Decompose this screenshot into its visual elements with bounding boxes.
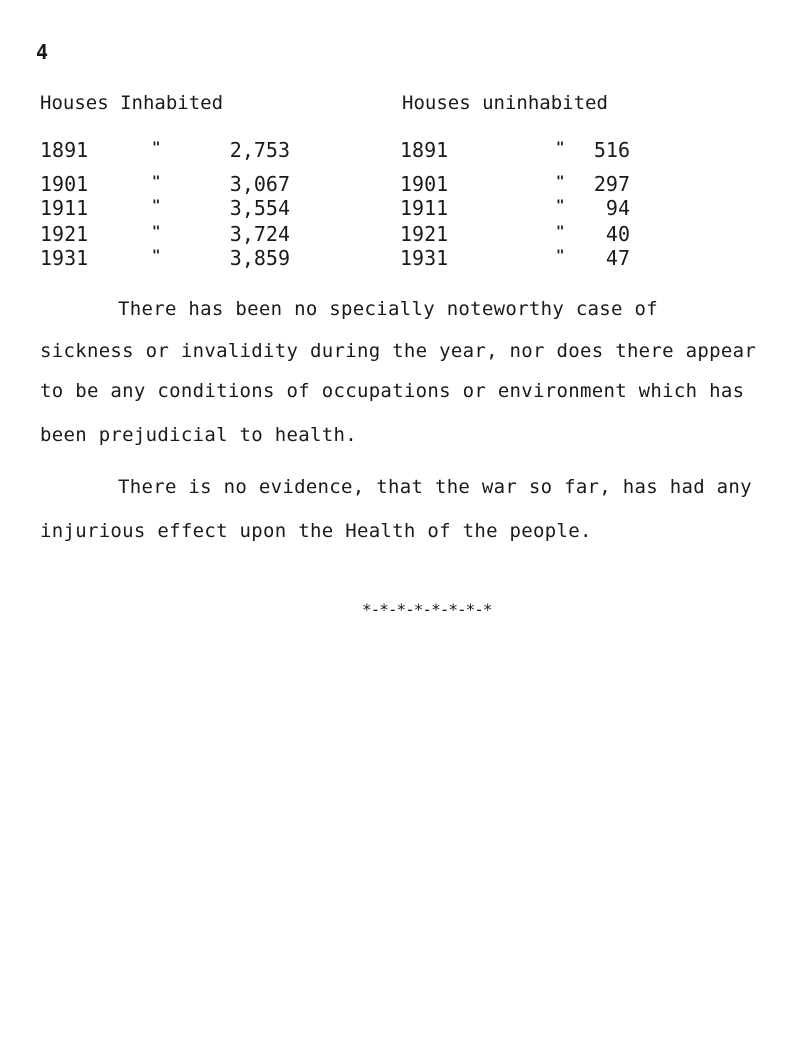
paragraph-line: to be any conditions of occupations or environment which has xyxy=(40,380,745,402)
ditto-mark: " xyxy=(152,140,161,156)
paragraph-line: sickness or invalidity during the year, nor does there appear xyxy=(40,340,757,362)
uninhabited-year: 1921 xyxy=(400,222,449,246)
uninhabited-year: 1891 xyxy=(400,138,449,162)
inhabited-value: 3,067 xyxy=(229,172,290,196)
paragraph-line: There is no evidence, that the war so far, has had any xyxy=(118,476,752,498)
ditto-mark: " xyxy=(152,198,161,214)
inhabited-year: 1931 xyxy=(40,246,89,270)
inhabited-value: 3,859 xyxy=(229,246,290,270)
heading-houses-inhabited: Houses Inhabited xyxy=(40,92,224,114)
uninhabited-year: 1901 xyxy=(400,172,449,196)
ditto-mark: " xyxy=(556,198,565,214)
paragraph-line: injurious effect upon the Health of the people. xyxy=(40,520,592,542)
uninhabited-value: 297 xyxy=(593,172,630,196)
ditto-mark: " xyxy=(152,224,161,240)
uninhabited-value: 47 xyxy=(605,246,630,270)
ditto-mark: " xyxy=(152,248,161,264)
uninhabited-year: 1931 xyxy=(400,246,449,270)
page-number: 4 xyxy=(36,40,49,64)
inhabited-year: 1921 xyxy=(40,222,89,246)
ditto-mark: " xyxy=(556,248,565,264)
inhabited-year: 1901 xyxy=(40,172,89,196)
inhabited-value: 3,554 xyxy=(229,196,290,220)
inhabited-value: 3,724 xyxy=(229,222,290,246)
heading-houses-uninhabited: Houses uninhabited xyxy=(402,92,608,114)
paragraph-line: There has been no specially noteworthy case of xyxy=(118,298,658,320)
uninhabited-year: 1911 xyxy=(400,196,449,220)
ditto-mark: " xyxy=(152,174,161,190)
uninhabited-value: 516 xyxy=(593,138,630,162)
ditto-mark: " xyxy=(556,174,565,190)
uninhabited-value: 94 xyxy=(605,196,630,220)
divider-stars: *-*-*-*-*-*-*-* xyxy=(362,600,492,619)
inhabited-year: 1891 xyxy=(40,138,89,162)
ditto-mark: " xyxy=(556,224,565,240)
ditto-mark: " xyxy=(556,140,565,156)
uninhabited-value: 40 xyxy=(605,222,630,246)
inhabited-year: 1911 xyxy=(40,196,89,220)
paragraph-line: been prejudicial to health. xyxy=(40,424,357,446)
inhabited-value: 2,753 xyxy=(229,138,290,162)
